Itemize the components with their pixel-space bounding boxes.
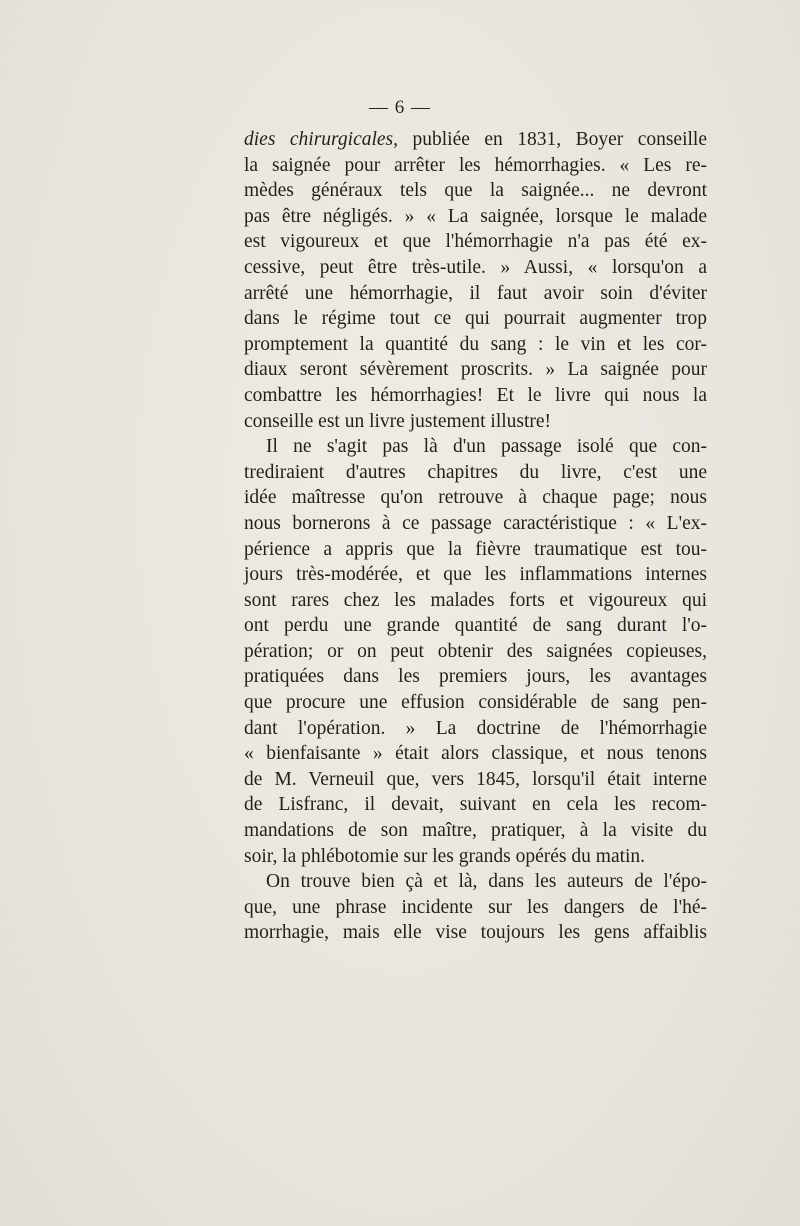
- text-line: [244, 511, 707, 537]
- text-line: [244, 818, 707, 844]
- text-line: [244, 460, 707, 486]
- line-text: publiée en 1831, Boyer conseille: [398, 129, 707, 150]
- text-line: [244, 767, 707, 793]
- text-line: [244, 357, 707, 383]
- text-line: [244, 306, 707, 332]
- body-text: [244, 127, 707, 946]
- text-line: [244, 204, 707, 230]
- line-text: que procure une effusion considérable de sang pen-: [244, 692, 707, 714]
- line-text: « bienfaisante » était alors classique, et nous tenons: [244, 743, 707, 765]
- line-text: arrêté une hémorrhagie, il faut avoir soin d'éviter: [244, 282, 707, 304]
- text-line: [244, 716, 707, 742]
- line-text: dant l'opération. » La doctrine de l'hémorrhagie: [244, 717, 707, 739]
- text-line: [244, 639, 707, 665]
- line-text: ont perdu une grande quantité de sang durant l'o-: [244, 615, 707, 637]
- text-line: [244, 178, 707, 204]
- line-text: combattre les hémorrhagies! Et le livre qui nous la: [244, 384, 707, 406]
- line-text: idée maîtresse qu'on retrouve à chaque page; nous: [244, 487, 707, 509]
- text-line: [244, 613, 707, 639]
- text-line: [244, 409, 707, 435]
- text-line: [244, 588, 707, 614]
- text-line: [244, 920, 707, 946]
- text-line: [244, 229, 707, 255]
- text-line: [244, 792, 707, 818]
- line-text: mandations de son maître, pratiquer, à la visite du: [244, 820, 707, 842]
- line-text: dans le régime tout ce qui pourrait augmenter trop: [244, 308, 707, 330]
- line-text: cessive, peut être très-utile. » Aussi, « lorsqu'on a: [244, 256, 707, 278]
- line-text: diaux seront sévèrement proscrits. » La saignée pour: [244, 359, 707, 381]
- line-text: pas être négligés. » « La saignée, lorsque le malade: [244, 205, 707, 227]
- line-text: de Lisfranc, il devait, suivant en cela les recom-: [244, 794, 707, 816]
- line-text: trediraient d'autres chapitres du livre, c'est une: [244, 461, 707, 483]
- line-text: est vigoureux et que l'hémorrhagie n'a pas été ex-: [244, 231, 707, 253]
- line-text: la saignée pour arrêter les hémorrhagies. « Les re-: [244, 154, 707, 176]
- page-number: — 6 —: [369, 97, 431, 118]
- line-text: sont rares chez les malades forts et vigoureux qui: [244, 589, 707, 611]
- italic-lead: dies chirurgicales,: [244, 129, 399, 150]
- text-line: [244, 281, 707, 307]
- line-text: promptement la quantité du sang : le vin et les cor-: [244, 333, 707, 355]
- text-line: [244, 485, 707, 511]
- text-line: [244, 895, 707, 921]
- text-line: [244, 255, 707, 281]
- text-line: [244, 664, 707, 690]
- text-line: [244, 741, 707, 767]
- text-line: [244, 537, 707, 563]
- line-text: jours très-modérée, et que les inflammations internes: [244, 564, 707, 586]
- line-text: nous bornerons à ce passage caractéristique : « L'ex-: [244, 512, 707, 534]
- line-text: pération; or on peut obtenir des saignées copieuses,: [244, 640, 707, 662]
- line-text: que, une phrase incidente sur les dangers de l'hé-: [244, 896, 707, 918]
- line-text: mèdes généraux tels que la saignée... ne devront: [244, 180, 707, 202]
- line-text: soir, la phlébotomie sur les grands opérés du matin.: [244, 845, 646, 867]
- line-text: de M. Verneuil que, vers 1845, lorsqu'il était interne: [244, 768, 707, 790]
- line-text: morrhagie, mais elle vise toujours les gens affaiblis: [244, 922, 707, 944]
- text-line: [244, 383, 707, 409]
- text-line: [244, 127, 707, 153]
- text-line: [244, 332, 707, 358]
- line-text: pratiquées dans les premiers jours, les avantages: [244, 666, 707, 688]
- line-text: On trouve bien çà et là, dans les auteurs de l'épo-: [266, 871, 707, 893]
- line-text: périence a appris que la fièvre traumatique est tou-: [244, 538, 707, 560]
- text-line: [244, 153, 707, 179]
- line-text: conseille est un livre justement illustre!: [244, 410, 552, 432]
- text-line: [244, 844, 707, 870]
- line-text: Il ne s'agit pas là d'un passage isolé que con-: [266, 436, 707, 458]
- text-line: [244, 434, 707, 460]
- text-line: [244, 562, 707, 588]
- text-line: [244, 690, 707, 716]
- text-line: [244, 869, 707, 895]
